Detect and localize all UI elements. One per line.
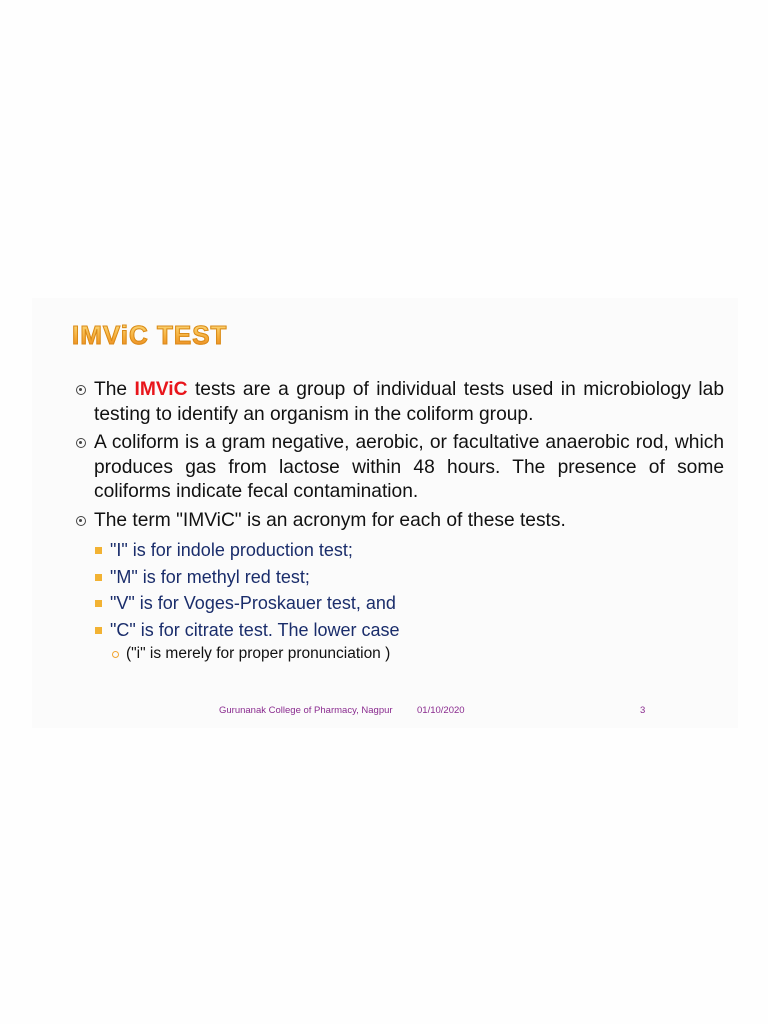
slide-title: IMViC TEST xyxy=(72,320,228,350)
square-bullet-icon xyxy=(95,574,102,581)
footer-date: 01/10/2020 xyxy=(417,705,465,716)
footer-page-number: 3 xyxy=(640,705,646,716)
sub-bullet-item xyxy=(76,537,724,564)
sub-bullet-item xyxy=(76,617,724,644)
sub-sub-bullet-text: ("i" is merely for proper pronunciation ) xyxy=(126,645,391,662)
sub-sub-bullet-item xyxy=(76,643,724,665)
ring-bullet-icon xyxy=(112,651,119,658)
sub-bullet-item xyxy=(76,590,724,617)
imvic-highlight: IMViC xyxy=(134,379,188,400)
square-bullet-icon xyxy=(95,600,102,607)
circle-bullet-icon xyxy=(76,385,86,395)
sub-bullet-text: "I" is for indole production test; xyxy=(110,540,353,560)
bullet-text: The term "IMViC" is an acronym for each of these tests. xyxy=(94,509,566,531)
bullet-item xyxy=(76,431,724,505)
sub-bullet-text: "C" is for citrate test. The lower case xyxy=(110,619,400,640)
circle-bullet-icon xyxy=(76,516,86,526)
slide xyxy=(32,298,738,728)
square-bullet-icon xyxy=(95,627,102,634)
square-bullet-icon xyxy=(95,547,102,554)
bullet-text: A coliform is a gram negative, aerobic, or facultative anaerobic rod, which produces gas from lactose within 48 hours. The presence of some coliforms indicate fecal contamination. xyxy=(94,432,724,502)
sub-bullet-item xyxy=(76,564,724,591)
sub-bullet-text: "V" is for Voges-Proskauer test, and xyxy=(110,593,396,613)
sub-bullet-text: "M" is for methyl red test; xyxy=(110,566,310,587)
bullet-item xyxy=(76,509,724,534)
sub-bullet-list xyxy=(76,537,724,665)
bullet-text-pre: The xyxy=(94,379,135,400)
footer-college: Gurunanak College of Pharmacy, Nagpur xyxy=(219,705,393,716)
bullet-text-post: tests are a group of individual tests used in microbiology lab testing to identify an organism in the coliform group. xyxy=(94,379,724,425)
slide-content xyxy=(76,378,724,665)
circle-bullet-icon xyxy=(76,438,86,448)
bullet-item xyxy=(76,378,724,427)
